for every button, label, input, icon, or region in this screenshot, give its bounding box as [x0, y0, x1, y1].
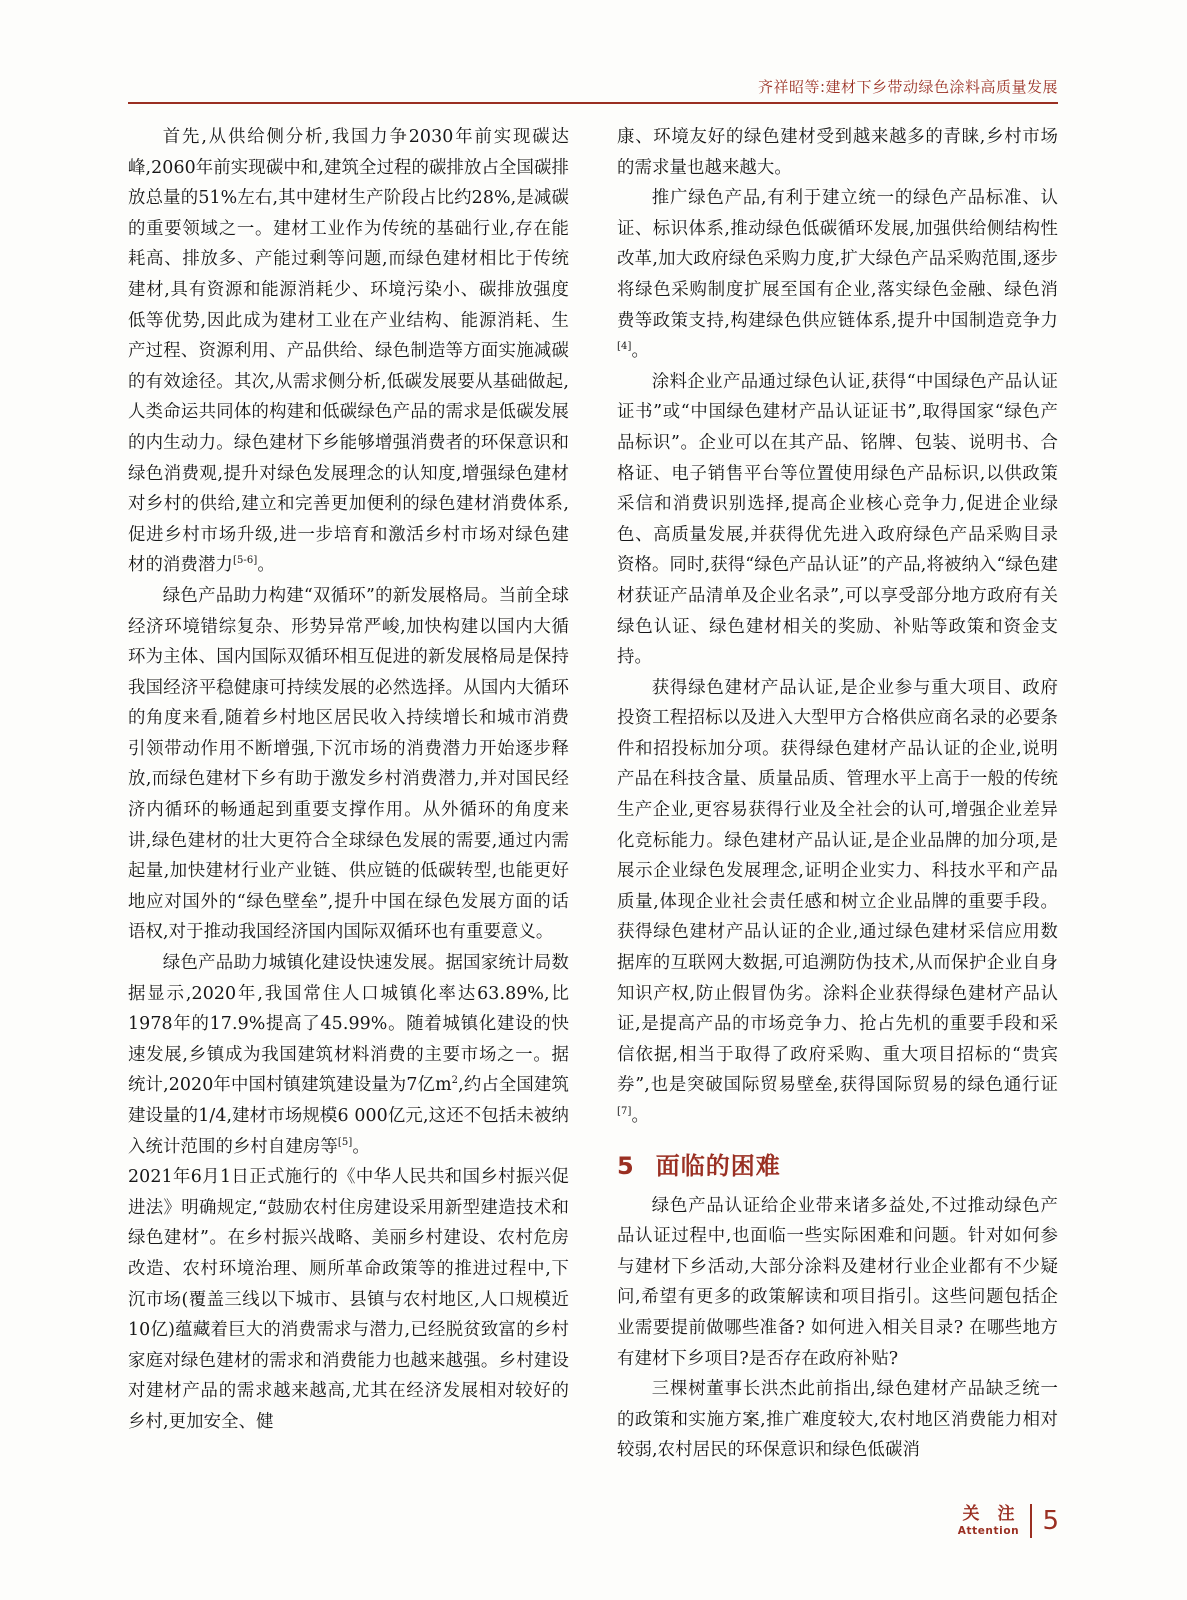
paragraph-text: 绿色产品认证给企业带来诸多益处,不过推动绿色产品认证过程中,也面临一些实际困难和问题。针对如何参与建材下乡活动,大部分涂料及建材行业企业都有不少疑问,希望有更多的政策解读和项目指引。这些问题包括企业需要提前做哪些准备? 如何进入相关目录? 在哪些地方有建材下乡项目?是否存在政府补贴?: [617, 1195, 1058, 1369]
page-number: 5: [1042, 1506, 1059, 1536]
left-column: [128, 122, 569, 1452]
unit-superscript: 2: [451, 1075, 459, 1087]
running-title: 齐祥昭等:建材下乡带动绿色涂料高质量发展: [757, 78, 1058, 96]
paragraph: [617, 367, 1058, 673]
paragraph: [617, 673, 1058, 1132]
paragraph-text: 绿色产品助力城镇化建设快速发展。据国家统计局数据显示,2020年,我国常住人口城镇化率达63.89%,比1978年的17.9%提高了45.99%。随着城镇化建设的快速发展,乡镇成为我国建筑材料消费的主要市场之一。据统计,2020年中国村镇建筑建设量为7亿m: [128, 953, 569, 1096]
paragraph-text-tail: ,约占全国建筑建设量的1/4,建材市场规模6 000亿元,这还不包括未被纳入统计范围的乡村自建房等: [128, 1075, 569, 1157]
paragraph: [128, 948, 569, 1162]
paragraph: [617, 1191, 1058, 1375]
section-heading: [617, 1146, 1058, 1181]
paragraph: [617, 122, 1058, 183]
paragraph: [617, 1374, 1058, 1466]
paragraph-text: 推广绿色产品,有利于建立统一的绿色产品标准、认证、标识体系,推动绿色低碳循环发展,加强供给侧结构性改革,加大政府绿色采购力度,扩大绿色产品采购范围,逐步将绿色采购制度扩展至国有企业,落实绿色金融、绿色消费等政策支持,构建绿色供应链体系,提升中国制造竞争力: [617, 188, 1058, 331]
footer-section-label: [957, 1505, 1021, 1537]
footnote-ref: [5]: [337, 1136, 353, 1148]
paragraph-punct: 。: [352, 1136, 370, 1157]
section-title: 面临的困难: [655, 1151, 781, 1180]
paragraph-punct: 。: [257, 555, 275, 576]
paragraph: [128, 122, 569, 581]
paragraph-text: 三棵树董事长洪杰此前指出,绿色建材产品缺乏统一的政策和实施方案,推广难度较大,农村地区消费能力相对较弱,农村居民的环保意识和绿色低碳消: [617, 1379, 1058, 1461]
right-column: [617, 122, 1058, 1461]
footnote-ref: [7]: [617, 1106, 632, 1118]
paragraph-punct: 。: [631, 341, 649, 362]
footer-label-cn: 关 注: [962, 1504, 1021, 1525]
paragraph: [617, 183, 1058, 367]
paragraph-text: 首先,从供给侧分析,我国力争2030年前实现碳达峰,2060年前实现碳中和,建筑全过程的碳排放占全国碳排放总量的51%左右,其中建材生产阶段占比约28%,是减碳的重要领域之一。建材工业作为传统的基础行业,存在能耗高、排放多、产能过剩等问题,而绿色建材相比于传统建材,具有资源和能源消耗少、环境污染小、碳排放强度低等优势,因此成为建材工业在产业结构、能源消耗、生产过程、资源利用、产品供给、绿色制造等方面实施减碳的有效途径。其次,从需求侧分析,低碳发展要从基础做起,人类命运共同体的构建和低碳绿色产品的需求是低碳发展的内生动力。绿色建材下乡能够增强消费者的环保意识和绿色消费观,提升对绿色发展理念的认知度,增强绿色建材对乡村的供给,建立和完善更加便利的绿色建材消费体系,促进乡村市场升级,进一步培育和激活乡村市场对绿色建材的消费潜力: [128, 127, 569, 576]
footnote-ref: [4]: [617, 341, 632, 353]
paragraph-text: 绿色产品助力构建“双循环”的新发展格局。当前全球经济环境错综复杂、形势异常严峻,加快构建以国内大循环为主体、国内国际双循环相互促进的新发展格局是保持我国经济平稳健康可持续发展的必然选择。从国内大循环的角度来看,随着乡村地区居民收入持续增长和城市消费引领带动作用不断增强,下沉市场的消费潜力开始逐步释放,而绿色建材下乡有助于激发乡村消费潜力,并对国民经济内循环的畅通起到重要支撑作用。从外循环的角度来讲,绿色建材的壮大更符合全球绿色发展的需要,通过内需起量,加快建材行业产业链、供应链的低碳转型,也能更好地应对国外的“绿色壁垒”,提升中国在绿色发展方面的话语权,对于推动我国经济国内国际双循环也有重要意义。: [128, 585, 569, 943]
footnote-ref: [5-6]: [232, 555, 258, 567]
paragraph: [128, 581, 569, 948]
paragraph: [128, 1162, 569, 1437]
page-header: [128, 78, 1058, 104]
two-column-body: [128, 122, 1058, 1461]
footer-divider: [1030, 1504, 1032, 1538]
paragraph-text: 2021年6月1日正式施行的《中华人民共和国乡村振兴促进法》明确规定,“鼓励农村住房建设采用新型建造技术和绿色建材”。在乡村振兴战略、美丽乡村建设、农村危房改造、农村环境治理、厕所革命政策等的推进过程中,下沉市场(覆盖三线以下城市、县镇与农村地区,人口规模近10亿)蕴藏着巨大的消费需求与潜力,已经脱贫致富的乡村家庭对绿色建材的需求和消费能力也越来越强。乡村建设对建材产品的需求越来越高,尤其在经济发展相对较好的乡村,更加安全、健: [128, 1167, 569, 1432]
page-footer: [957, 1504, 1059, 1538]
paragraph-text: 获得绿色建材产品认证,是企业参与重大项目、政府投资工程招标以及进入大型甲方合格供应商名录的必要条件和招投标加分项。获得绿色建材产品认证的企业,说明产品在科技含量、质量品质、管理水平上高于一般的传统生产企业,更容易获得行业及全社会的认可,增强企业差异化竞标能力。绿色建材产品认证,是企业品牌的加分项,是展示企业绿色发展理念,证明企业实力、科技水平和产品质量,体现企业社会责任感和树立企业品牌的重要手段。获得绿色建材产品认证的企业,通过绿色建材采信应用数据库的互联网大数据,可追溯防伪技术,从而保护企业自身知识产权,防止假冒伪劣。涂料企业获得绿色建材产品认证,是提高产品的市场竞争力、抢占先机的重要手段和采信依据,相当于取得了政府采购、重大项目招标的“贵宾券”,也是突破国际贸易壁垒,获得国际贸易的绿色通行证: [617, 677, 1058, 1096]
paragraph-text: 康、环境友好的绿色建材受到越来越多的青睐,乡村市场的需求量也越来越大。: [617, 127, 1058, 178]
paragraph-punct: 。: [631, 1106, 649, 1126]
section-number: 5: [617, 1151, 634, 1180]
footer-label-en: Attention: [957, 1524, 1020, 1537]
paragraph-text: 涂料企业产品通过绿色认证,获得“中国绿色产品认证证书”或“中国绿色建材产品认证证书”,取得国家“绿色产品标识”。企业可以在其产品、铭牌、包装、说明书、合格证、电子销售平台等位置使用绿色产品标识,以供政策采信和消费识别选择,提高企业核心竞争力,促进企业绿色、高质量发展,并获得优先进入政府绿色产品采购目录资格。同时,获得“绿色产品认证”的产品,将被纳入“绿色建材获证产品清单及企业名录”,可以享受部分地方政府有关绿色认证、绿色建材相关的奖励、补贴等政策和资金支持。: [617, 371, 1058, 668]
